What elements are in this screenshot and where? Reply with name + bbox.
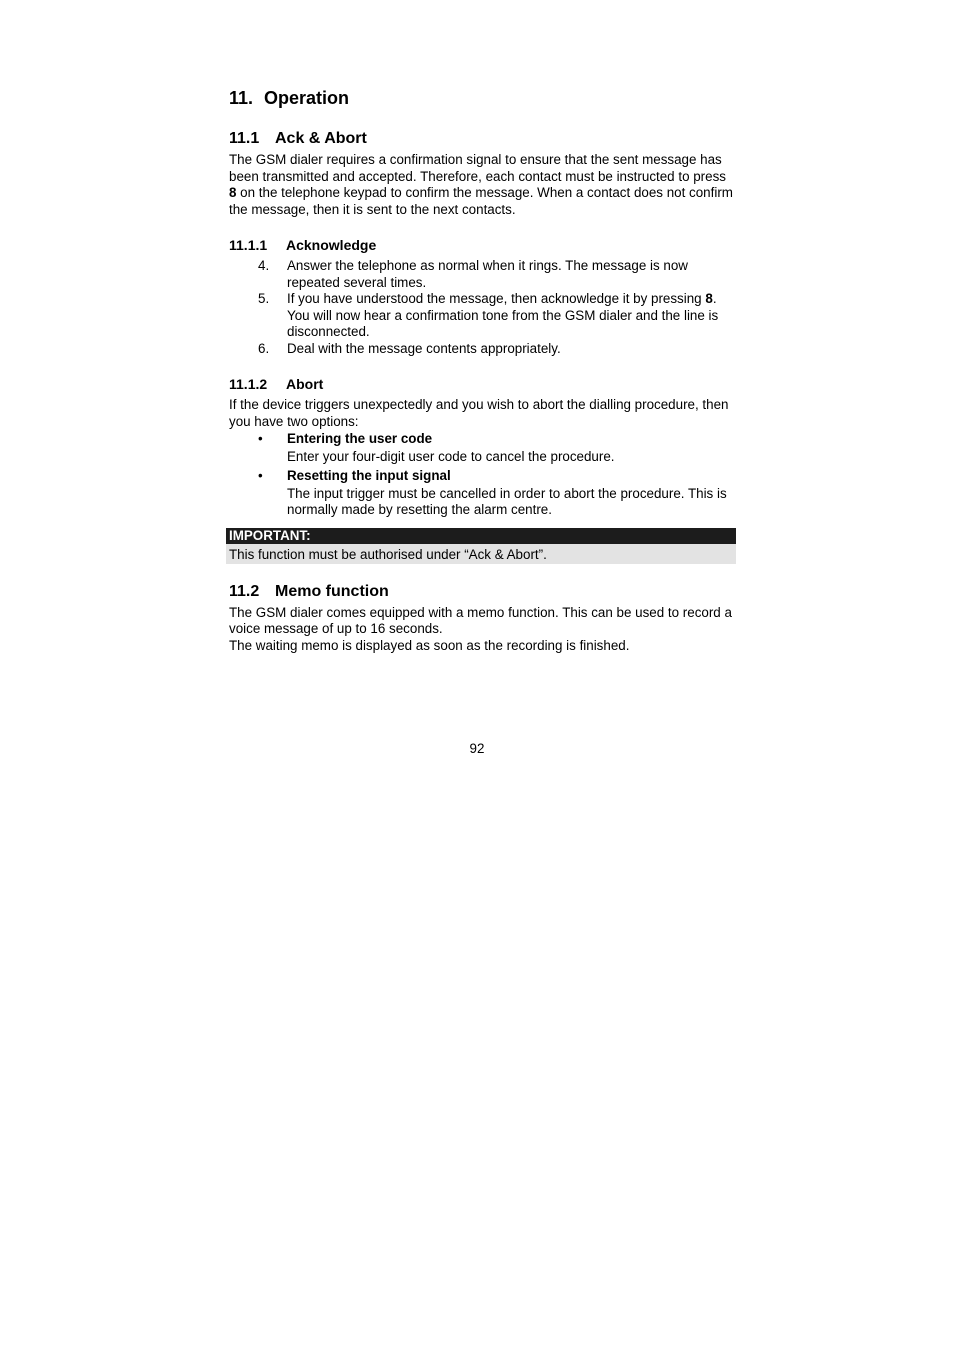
chapter-heading [229,86,736,110]
step-text: Answer the telephone as normal when it rings. The message is now repeated several times. [287,258,688,290]
step-text: . You will now hear a confirmation tone from the GSM dialer and the line is disconnected. [287,291,719,339]
document-page [229,86,736,654]
step-text: If you have understood the message, then acknowledge it by pressing [287,291,706,306]
subsection-heading-acknowledge [229,236,736,254]
option-text: The input trigger must be cancelled in order to abort the procedure. This is normally made by resetting the alarm centre. [287,485,727,517]
abort-options [229,431,736,519]
paragraph-text: on the telephone keypad to confirm the message. When a contact does not confirm the message, then it is sent to the next contacts. [229,185,733,217]
section-heading-ack-abort [229,129,736,149]
step-number: 5. [258,291,270,306]
list-item [229,341,736,358]
memo-paragraph: The GSM dialer comes equipped with a memo function. This can be used to record a voice message of up to 16 seconds. [229,604,732,636]
option-title: Entering the user code [287,431,433,446]
step-text: Deal with the message contents appropriately. [287,340,561,356]
important-label: IMPORTANT: [226,528,736,544]
key-8-bold: 8 [705,291,713,306]
bullet-icon: • [258,431,263,446]
list-item [229,258,736,291]
page-number: 92 [469,741,485,756]
list-item [229,291,736,341]
memo-paragraph: The waiting memo is displayed as soon as the recording is finished. [229,637,630,653]
important-notice [226,528,736,564]
step-number: 4. [258,258,270,273]
step-number: 6. [258,340,270,356]
key-8-bold: 8 [229,185,237,200]
list-item [229,468,736,519]
section-title: Memo function [275,582,389,600]
subsection-number: 11.1.1 [229,237,268,253]
acknowledge-steps [229,258,736,357]
option-text: Enter your four-digit user code to cancel the procedure. [287,448,615,464]
subsection-heading-abort [229,375,736,393]
chapter-title: Operation [264,88,350,108]
paragraph-text: The GSM dialer requires a confirmation signal to ensure that the sent message has been transmitted and accepted. Therefore, each contact must be instructed to press [229,152,726,184]
ack-abort-paragraph [229,152,736,218]
list-item [229,431,736,465]
section-title: Ack & Abort [275,130,367,147]
subsection-title: Abort [286,376,324,392]
important-text: This function must be authorised under “Ack & Abort”. [226,544,736,564]
section-number: 11.2 [229,582,260,600]
option-title: Resetting the input signal [287,468,451,483]
bullet-icon: • [258,468,263,483]
section-heading-memo [229,582,736,602]
chapter-number: 11. [229,88,254,108]
section-number: 11.1 [229,130,260,147]
subsection-number: 11.1.2 [229,376,268,392]
subsection-title: Acknowledge [286,237,377,253]
abort-intro: If the device triggers unexpectedly and you wish to abort the dialling procedure, then you have two options: [229,397,729,429]
